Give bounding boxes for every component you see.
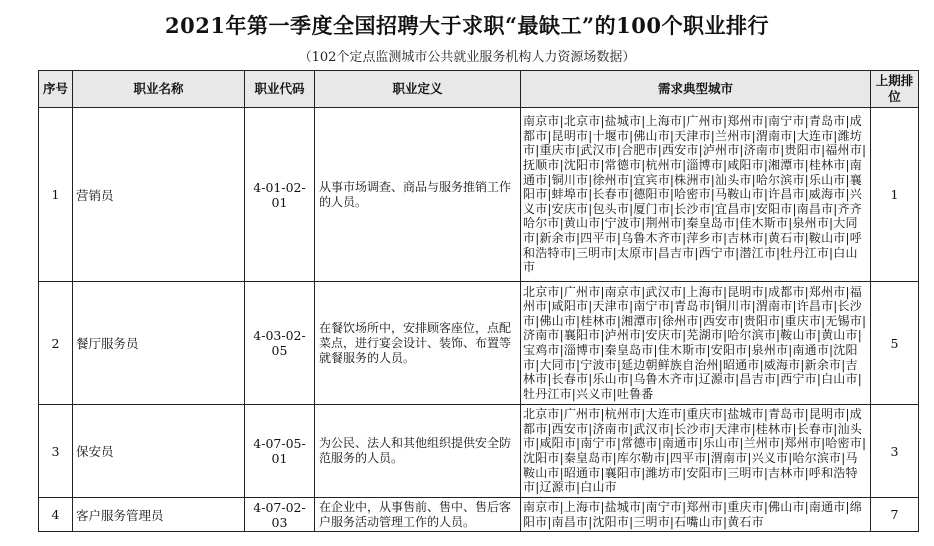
cell-code: 4-03-02-05 (245, 282, 315, 405)
cell-code: 4-07-05-01 (245, 405, 315, 498)
cell-code: 4-07-02-03 (245, 498, 315, 532)
cell-definition: 从事市场调查、商品与服务推销工作的人员。 (315, 108, 521, 282)
page-title: 2021年第一季度全国招聘大于求职“最缺工”的100个职业排行 (165, 13, 769, 38)
cell-code: 4-01-02-01 (245, 108, 315, 282)
cell-name: 营销员 (73, 108, 245, 282)
cell-prev-rank: 5 (871, 282, 919, 405)
page-subtitle: （102个定点监测城市公共就业服务机构人力资源场数据） (298, 50, 636, 65)
cell-prev-rank: 3 (871, 405, 919, 498)
header-prev-rank: 上期排位 (871, 71, 919, 108)
cell-cities: 南京市|上海市|盐城市|南宁市|郑州市|重庆市|佛山市|南通市|绵阳市|南昌市|沈阳市|三明市|石嘴山市|黄石市 (521, 498, 871, 532)
cell-cities: 北京市|广州市|南京市|武汉市|上海市|昆明市|成都市|郑州市|福州市|咸阳市|天津市|南宁市|青岛市|铜川市|渭南市|许昌市|长沙市|佛山市|桂林市|湘潭市|徐州市|西安市|贵阳市|重庆市|无锡市|济南市|襄阳市|泸州市|安庆市|芜湖市|哈尔滨市|鞍山市|黄山市|宝鸡市|淄博市|秦皇岛市|佳木斯市|安阳市|泉州市|南通市|沈阳市|大同市|宁波市|延边朝鲜族自治州|昭通市|威海市|新余市|吉林市|长春市|乐山市|乌鲁木齐市|辽源市|昌吉市|西宁市|白山市|牡丹江市|兴义市|吐鲁番 (521, 282, 871, 405)
cell-name: 客户服务管理员 (73, 498, 245, 532)
occupation-table (38, 70, 919, 532)
table-row (39, 498, 919, 532)
table-row (39, 282, 919, 405)
cell-name: 餐厅服务员 (73, 282, 245, 405)
cell-prev-rank: 7 (871, 498, 919, 532)
cell-cities: 南京市|北京市|盐城市|上海市|广州市|郑州市|南宁市|青岛市|成都市|昆明市|十堰市|佛山市|天津市|兰州市|渭南市|大连市|潍坊市|重庆市|武汉市|合肥市|西安市|泸州市|济南市|贵阳市|福州市|抚顺市|沈阳市|常德市|杭州市|淄博市|咸阳市|湘潭市|桂林市|南通市|铜川市|徐州市|宜宾市|株洲市|汕头市|哈尔滨市|乐山市|襄阳市|蚌埠市|长春市|德阳市|哈密市|马鞍山市|许昌市|威海市|兴义市|安庆市|包头市|厦门市|长沙市|宜昌市|安阳市|南昌市|齐齐哈尔市|黄山市|宁波市|荆州市|秦皇岛市|佳木斯市|泉州市|大同市|新余市|四平市|乌鲁木齐市|萍乡市|吉林市|黄石市|鞍山市|呼和浩特市|三明市|太原市|昌吉市|西宁市|潜江市|牡丹江市|白山市 (521, 108, 871, 282)
table-header-row (39, 71, 919, 108)
header-name: 职业名称 (73, 71, 245, 108)
cell-definition: 为公民、法人和其他组织提供安全防范服务的人员。 (315, 405, 521, 498)
cell-definition: 在企业中，从事售前、售中、售后客户服务活动管理工作的人员。 (315, 498, 521, 532)
cell-rank: 3 (39, 405, 73, 498)
cell-name: 保安员 (73, 405, 245, 498)
cell-cities: 北京市|广州市|杭州市|大连市|重庆市|盐城市|青岛市|昆明市|成都市|西安市|济南市|武汉市|长沙市|天津市|桂林市|长春市|汕头市|咸阳市|南宁市|常德市|南通市|乐山市|兰州市|郑州市|哈密市|沈阳市|秦皇岛市|库尔勒市|四平市|渭南市|兴义市|哈尔滨市|马鞍山市|昭通市|襄阳市|潍坊市|安阳市|三明市|吉林市|呼和浩特市|辽源市|白山市 (521, 405, 871, 498)
header-cities: 需求典型城市 (521, 71, 871, 108)
header-code: 职业代码 (245, 71, 315, 108)
cell-rank: 1 (39, 108, 73, 282)
cell-definition: 在餐饮场所中，安排顾客座位，点配菜点，进行宴会设计、装饰、布置等就餐服务的人员。 (315, 282, 521, 405)
header-rank: 序号 (39, 71, 73, 108)
cell-rank: 2 (39, 282, 73, 405)
cell-prev-rank: 1 (871, 108, 919, 282)
cell-rank: 4 (39, 498, 73, 532)
table-row (39, 405, 919, 498)
header-definition: 职业定义 (315, 71, 521, 108)
table-row (39, 108, 919, 282)
